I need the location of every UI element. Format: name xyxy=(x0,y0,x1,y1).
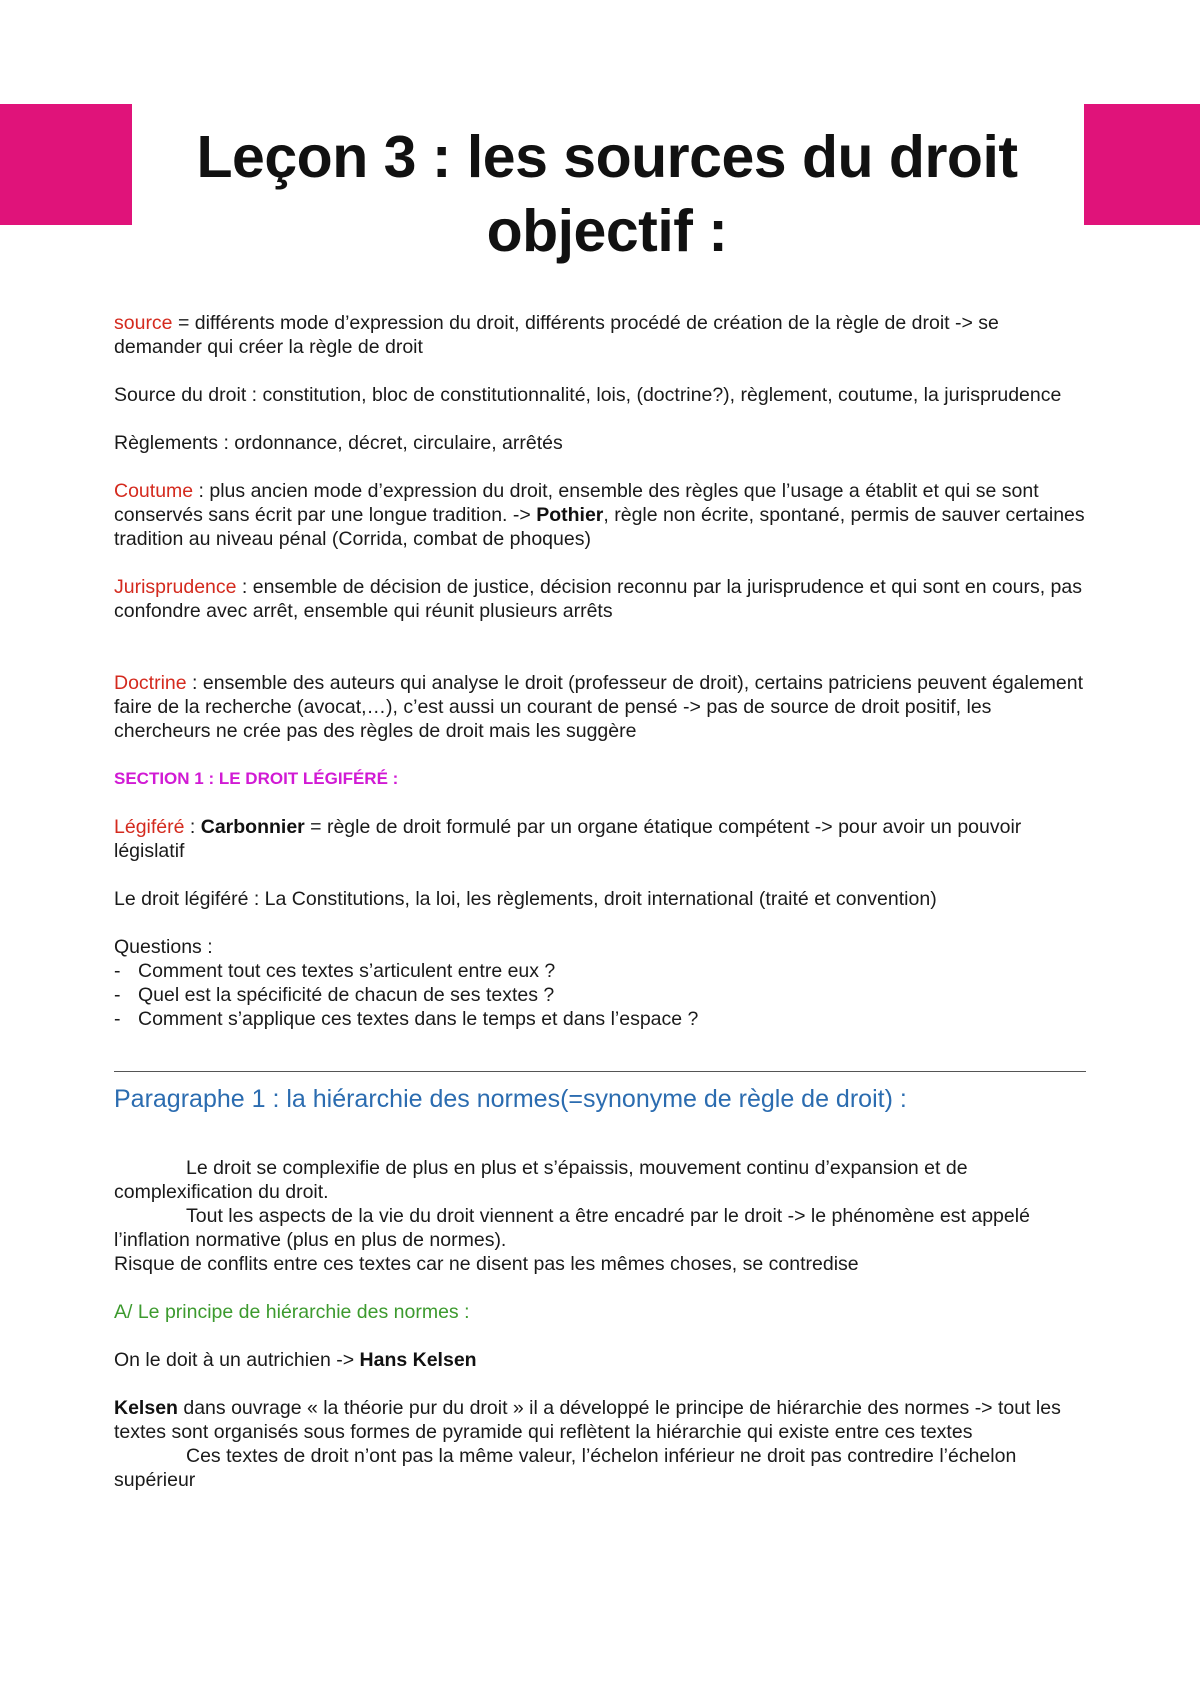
legifere-bold-carbonnier: Carbonnier xyxy=(200,816,305,838)
pink-decoration-right xyxy=(1084,104,1200,225)
paragraphe-1-heading: Paragraphe 1 : la hiérarchie des normes(=synonyme de règle de droit) : xyxy=(114,1085,907,1113)
kelsen-intro-text: On le doit à un autrichien -> xyxy=(114,1349,360,1371)
legifere-text: = règle de droit formulé par un organe étatique compétent -> pour avoir un pouvoir législatif xyxy=(114,816,1022,862)
source-definition xyxy=(114,311,1089,359)
blank-line xyxy=(114,647,1089,671)
document-body xyxy=(114,311,1089,1492)
coutume-bold-pothier: Pothier xyxy=(536,504,604,526)
title-line-1: Leçon 3 : les sources du droit xyxy=(196,124,1018,190)
kelsen-bold: Kelsen xyxy=(114,1397,178,1419)
questions-list xyxy=(114,959,1089,1031)
jurisprudence-definition xyxy=(114,575,1089,623)
reglements: Règlements : ordonnance, décret, circulaire, arrêtés xyxy=(114,432,563,454)
kelsen-intro-bold: Hans Kelsen xyxy=(359,1349,477,1371)
list-item: - Comment s’applique ces textes dans le temps et dans l’espace ? xyxy=(114,1007,1089,1031)
droit-legifere: Le droit légiféré : La Constitutions, la loi, les règlements, droit international (traité et convention) xyxy=(114,888,937,910)
section-1-heading: SECTION 1 : LE DROIT LÉGIFÉRÉ : xyxy=(114,769,399,788)
term-coutume: Coutume xyxy=(114,480,194,502)
title-line-2: objectif : xyxy=(486,198,728,264)
legifere-definition xyxy=(114,815,1089,863)
doctrine-definition xyxy=(114,671,1089,743)
kelsen-paragraph-2-text: Ces textes de droit n’ont pas la même valeur, l’échelon inférieur ne droit pas contredire l’échelon supérieur xyxy=(114,1445,1017,1491)
kelsen-paragraph-2 xyxy=(114,1444,1089,1492)
term-doctrine: Doctrine xyxy=(114,672,187,694)
p1-paragraph-3: Risque de conflits entre ces textes car ne disent pas les mêmes choses, se contredise xyxy=(114,1253,859,1275)
term-jurisprudence: Jurisprudence xyxy=(114,576,237,598)
kelsen-intro xyxy=(114,1348,1089,1372)
term-source: source xyxy=(114,312,173,334)
coutume-definition xyxy=(114,479,1089,551)
coutume-text-2: , règle non écrite, spontané, permis de sauver certaines tradition au niveau pénal (Corrida, combat de phoques) xyxy=(114,504,1085,550)
p1-paragraph-1 xyxy=(114,1156,1089,1204)
questions-label: Questions : xyxy=(114,936,213,958)
p1-paragraph-1-text: Le droit se complexifie de plus en plus et s’épaissis, mouvement continu d’expansion et de complexification du droit. xyxy=(114,1157,968,1203)
source-text: = différents mode d’expression du droit, différents procédé de création de la règle de droit -> se demander qui créer la règle de droit xyxy=(114,312,999,358)
kelsen-text: dans ouvrage « la théorie pur du droit » il a développé le principe de hiérarchie des normes -> tout les textes sont organisés sous formes de pyramide qui reflètent la hiérarchie qui existe entre ces textes xyxy=(114,1397,1061,1443)
p1-paragraph-2 xyxy=(114,1204,1089,1252)
subheading-a: A/ Le principe de hiérarchie des normes : xyxy=(114,1301,470,1323)
jurisprudence-text: : ensemble de décision de justice, décision reconnu par la jurisprudence et qui sont en cours, pas confondre avec arrêt, ensemble qui réunit plusieurs arrêts xyxy=(114,576,1082,622)
page-title xyxy=(132,120,1082,268)
list-item: - Quel est la spécificité de chacun de ses textes ? xyxy=(114,983,1089,1007)
p1-paragraph-2-text: Tout les aspects de la vie du droit viennent a être encadré par le droit -> le phénomène est appelé l’inflation normative (plus en plus de normes). xyxy=(114,1205,1030,1251)
pink-decoration-left xyxy=(0,104,132,225)
section-divider xyxy=(114,1071,1086,1072)
list-item: - Comment tout ces textes s’articulent entre eux ? xyxy=(114,959,1089,983)
doctrine-text: : ensemble des auteurs qui analyse le droit (professeur de droit), certains patriciens peuvent également faire de la recherche (avocat,…), c’est aussi un courant de pensé -> pas de source de droit positif, les chercheurs ne crée pas des règles de droit mais les suggère xyxy=(114,672,1084,742)
term-legifere: Légiféré xyxy=(114,816,185,838)
legifere-sep: : xyxy=(184,816,201,838)
source-du-droit: Source du droit : constitution, bloc de constitutionnalité, lois, (doctrine?), règlement, coutume, la jurisprudence xyxy=(114,384,1062,406)
kelsen-paragraph xyxy=(114,1396,1089,1444)
coutume-text-1: : plus ancien mode d’expression du droit, ensemble des règles que l’usage a établit et qui se sont conservés sans écrit par une longue tradition. -> xyxy=(114,480,1039,526)
